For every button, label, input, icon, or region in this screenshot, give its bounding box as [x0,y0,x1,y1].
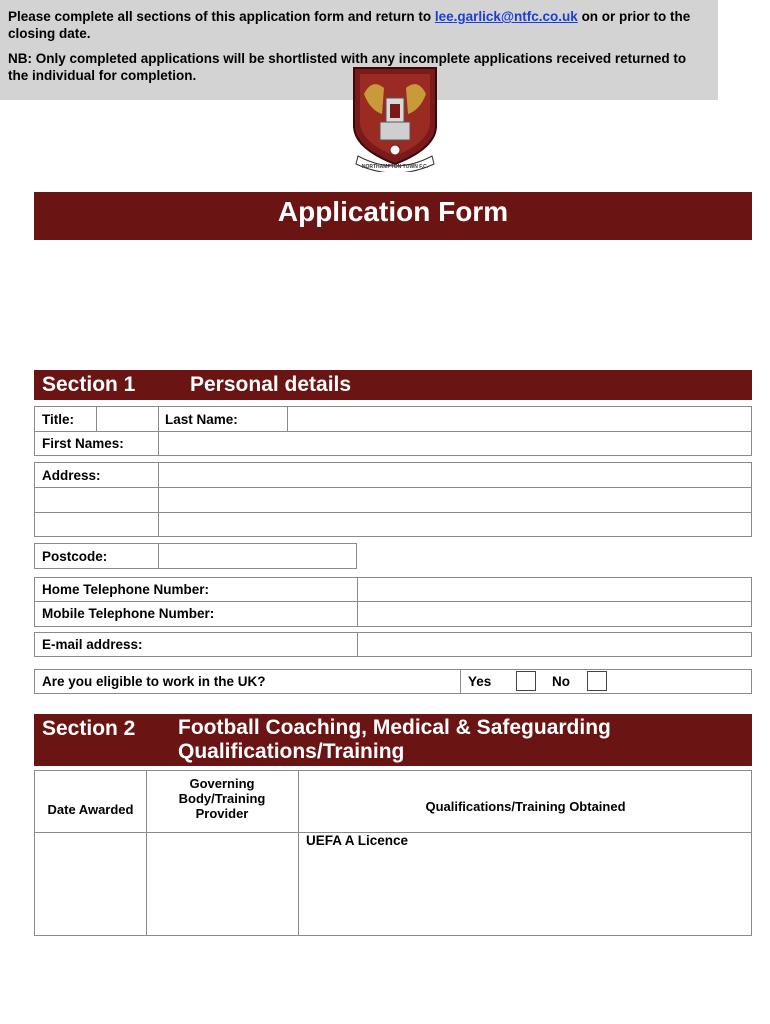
instructions-text: Please complete all sections of this application form and return to lee.garlick@ntfc.co.uk on or prior to the closing date. [8,9,691,41]
page-title: Application Form [277,196,509,227]
eligibility-question: Are you eligible to work in the UK? [42,674,266,689]
title-field[interactable] [97,407,157,430]
address-line-3-field[interactable] [159,513,751,536]
mobile-phone-label: Mobile Telephone Number: [42,606,215,621]
home-phone-field[interactable] [358,578,751,600]
completion-note: NB: Only completed applications will be shortlisted with any incomplete applications received returned to the individual for completion. [8,51,687,83]
yes-checkbox[interactable] [516,671,536,691]
section-1-number: Section 1 [42,373,136,396]
no-label: No [552,674,570,689]
section-1-header [34,370,752,400]
email-label: E-mail address: [42,637,143,652]
date-awarded-cell[interactable] [35,833,145,935]
club-crest-logo [350,64,440,172]
first-names-field[interactable] [159,432,751,455]
last-name-label: Last Name: [165,412,238,427]
first-names-label: First Names: [42,436,124,451]
form-title-banner [34,192,752,240]
svg-text:NORTHAMPTON TOWN F.C.: NORTHAMPTON TOWN F.C. [361,164,429,170]
address-label: Address: [42,468,101,483]
title-label: Title: [42,412,75,427]
section-2-header [34,714,752,766]
qualification-header: Qualifications/Training Obtained [425,799,626,814]
qualification-cell[interactable]: UEFA A Licence [306,833,409,848]
postcode-field[interactable] [159,544,356,568]
section-1-title: Personal details [190,373,352,396]
contact-email-link[interactable]: lee.garlick@ntfc.co.uk [434,9,578,24]
email-field[interactable] [358,633,751,656]
date-awarded-header: Date Awarded [47,802,134,817]
no-checkbox[interactable] [587,671,607,691]
address-line-1-field[interactable] [159,463,751,486]
section-2-number: Section 2 [42,717,136,740]
provider-header: Governing Body/Training Provider [178,776,266,821]
yes-label: Yes [468,674,492,689]
postcode-label: Postcode: [42,549,108,564]
section-2-title: Football Coaching, Medical & Safeguarding Qualifications/Training [178,716,611,763]
last-name-field[interactable] [288,407,751,430]
mobile-phone-field[interactable] [358,602,751,626]
provider-cell[interactable] [147,833,297,935]
home-phone-label: Home Telephone Number: [42,582,210,597]
address-line-2-field[interactable] [159,488,751,511]
